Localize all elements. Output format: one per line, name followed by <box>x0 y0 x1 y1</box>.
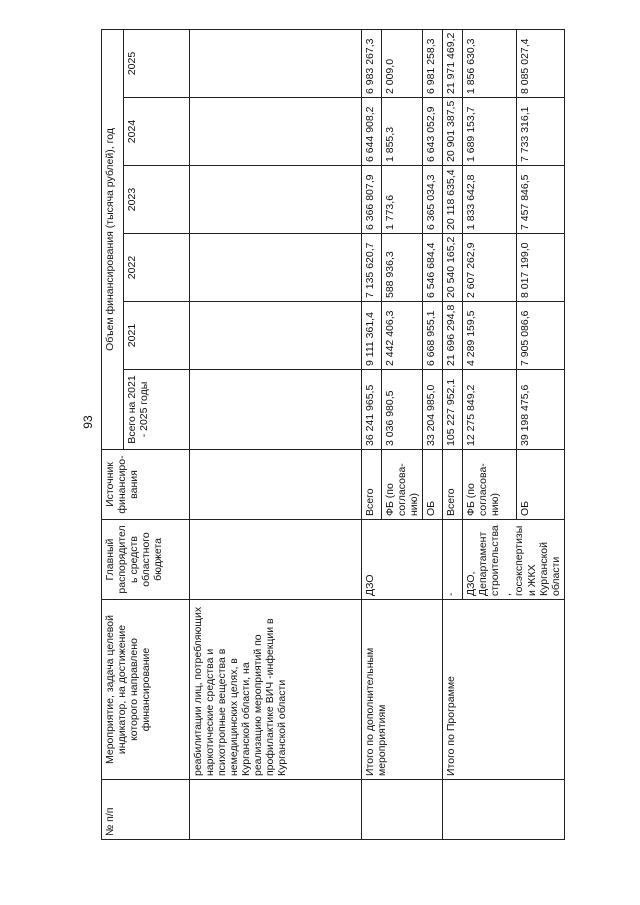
header-funding-group: Объем финансирования (тысяча рублей), год <box>102 29 124 449</box>
cell-2024: 6 644 908,2 <box>362 98 382 166</box>
table-rotator <box>101 30 562 840</box>
cell-source <box>190 450 362 520</box>
cell-2023: 6 365 034,3 <box>423 166 443 234</box>
header-year-2021: 2021 <box>124 302 190 370</box>
cell-source: Всего <box>443 450 463 520</box>
cell-2021: 4 289 159,5 <box>463 302 517 370</box>
cell-2022: 2 607 262,9 <box>463 234 517 302</box>
header-source: Источник финансиро-вания <box>102 450 190 520</box>
cell-2022: 588 936,3 <box>382 234 423 302</box>
header-total: Всего на 2021 - 2025 годы <box>124 370 190 450</box>
cell-2024: 6 643 052,9 <box>423 98 443 166</box>
cell-2024 <box>190 98 362 166</box>
cell-2023: 20 118 635,4 <box>443 166 463 234</box>
cell-event: Итого по дополнительным мероприятиям <box>362 600 443 780</box>
cell-total: 3 036 980,5 <box>382 370 423 450</box>
financing-table <box>101 29 565 840</box>
cell-manager: ДЗО <box>362 520 443 600</box>
cell-manager <box>190 520 362 600</box>
cell-total: 39 198 475,6 <box>517 370 564 450</box>
cell-2025: 21 971 469,2 <box>443 29 463 97</box>
cell-2023 <box>190 166 362 234</box>
cell-2025: 6 981 258,3 <box>423 29 443 97</box>
header-year-2024: 2024 <box>124 98 190 166</box>
cell-2022: 6 546 684,4 <box>423 234 443 302</box>
header-year-2023: 2023 <box>124 166 190 234</box>
cell-total: 33 204 985,0 <box>423 370 443 450</box>
cell-2024: 1 855,3 <box>382 98 423 166</box>
cell-manager: ДЗО, Департамент строительства, госэкспертизы и ЖКХ Курганской области <box>463 520 565 600</box>
cell-source: ОБ <box>423 450 443 520</box>
cell-2023: 1 833 642,8 <box>463 166 517 234</box>
cell-source: ОБ <box>517 450 564 520</box>
cell-manager: - <box>443 520 463 600</box>
cell-2024: 1 689 153,7 <box>463 98 517 166</box>
cell-total: 105 227 952,1 <box>443 370 463 450</box>
cell-2021: 2 442 406,3 <box>382 302 423 370</box>
cell-2023: 1 773,6 <box>382 166 423 234</box>
cell-2021: 21 696 294,8 <box>443 302 463 370</box>
cell-2022 <box>190 234 362 302</box>
cell-source: ФБ (по согласова-нию) <box>463 450 517 520</box>
header-row-1 <box>102 29 124 839</box>
cell-2025: 8 085 027,4 <box>517 29 564 97</box>
cell-2022: 20 540 165,2 <box>443 234 463 302</box>
header-num: № п/п <box>102 780 190 840</box>
cell-num <box>190 780 362 840</box>
cell-2023: 6 366 807,9 <box>362 166 382 234</box>
cell-2025: 1 856 630,3 <box>463 29 517 97</box>
cell-2025 <box>190 29 362 97</box>
cell-2022: 8 017 199,0 <box>517 234 564 302</box>
cell-total: 12 275 849,2 <box>463 370 517 450</box>
cell-2021: 6 668 955,1 <box>423 302 443 370</box>
header-year-2022: 2022 <box>124 234 190 302</box>
cell-2025: 6 983 267,3 <box>362 29 382 97</box>
table-row <box>443 29 463 839</box>
cell-2024: 7 733 316,1 <box>517 98 564 166</box>
cell-num <box>443 780 565 840</box>
cell-2021 <box>190 302 362 370</box>
cell-total: 36 241 965,5 <box>362 370 382 450</box>
cell-source: ФБ (по согласова-нию) <box>382 450 423 520</box>
cell-total <box>190 370 362 450</box>
table-container <box>101 30 562 840</box>
cell-2021: 9 111 361,4 <box>362 302 382 370</box>
cell-2021: 7 905 086,6 <box>517 302 564 370</box>
cell-2022: 7 135 620,7 <box>362 234 382 302</box>
cell-2023: 7 457 846,5 <box>517 166 564 234</box>
cell-2024: 20 901 387,5 <box>443 98 463 166</box>
header-event: Мероприятие, задача целевой индикатор, на достижение которого направлено финансирование <box>102 600 190 780</box>
table-row <box>362 29 382 839</box>
cell-event: Итого по Программе <box>443 600 565 780</box>
cell-source: Всего <box>362 450 382 520</box>
cell-event: реабилитации лиц, потребляющих наркотические средства и психотропные вещества в немедицинских целях, в Курганской области, на реализацию мероприятий по профилактике ВИЧ -инфекции в Курганской области <box>190 600 362 780</box>
header-year-2025: 2025 <box>124 29 190 97</box>
cell-num <box>362 780 443 840</box>
header-manager: Главный распорядитель средств областного бюджета <box>102 520 190 600</box>
table-row <box>190 29 362 839</box>
cell-2025: 2 009,0 <box>382 29 423 97</box>
page-number: 93 <box>81 415 95 429</box>
